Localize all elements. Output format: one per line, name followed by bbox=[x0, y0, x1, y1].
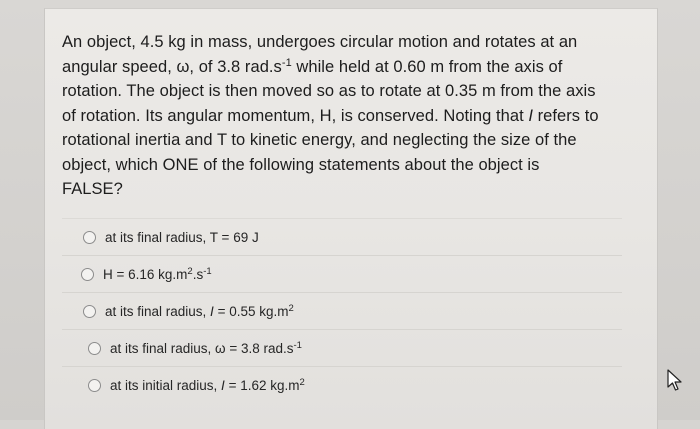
answer-option-2[interactable] bbox=[62, 255, 622, 292]
answer-option-4[interactable] bbox=[62, 329, 622, 366]
answer-label: at its final radius, T = 69 J bbox=[105, 229, 259, 245]
answer-label: at its final radius, ω = 3.8 $rad.s^{-1}$ bbox=[110, 339, 302, 356]
question-text: An object, 4.5 kg in mass, undergoes circular motion and rotates at an angular speed, ω, of 3.8 $rad.s^{-1}$ while held at 0.60 m from the axis of rotation. The object is then moved so as to rotate at 0.35 m from the axis of rotation. Its angular momentum, H, is conserved. Noting that I refers to rotational inertia and T to kinetic energy, and neglecting the size of the object, which ONE of the following statements about the object is FALSE? bbox=[62, 33, 599, 198]
answer-option-5[interactable] bbox=[62, 366, 622, 403]
answer-label: at its initial radius, I = 1.62 $kg.m^2$ bbox=[110, 376, 305, 393]
radio-unchecked-icon[interactable] bbox=[88, 342, 101, 355]
radio-unchecked-icon[interactable] bbox=[81, 268, 94, 281]
radio-unchecked-icon[interactable] bbox=[83, 305, 96, 318]
answer-label: H = 6.16 $kg.m^2.s^{-1}$ bbox=[103, 265, 212, 282]
answer-option-3[interactable] bbox=[62, 292, 622, 329]
radio-unchecked-icon[interactable] bbox=[88, 379, 101, 392]
answer-list bbox=[62, 218, 622, 403]
answer-label: at its final radius, I = 0.55 $kg.m^2$ bbox=[105, 302, 294, 319]
mouse-pointer-icon bbox=[665, 368, 685, 392]
radio-unchecked-icon[interactable] bbox=[83, 231, 96, 244]
answer-option-1[interactable] bbox=[62, 218, 622, 255]
